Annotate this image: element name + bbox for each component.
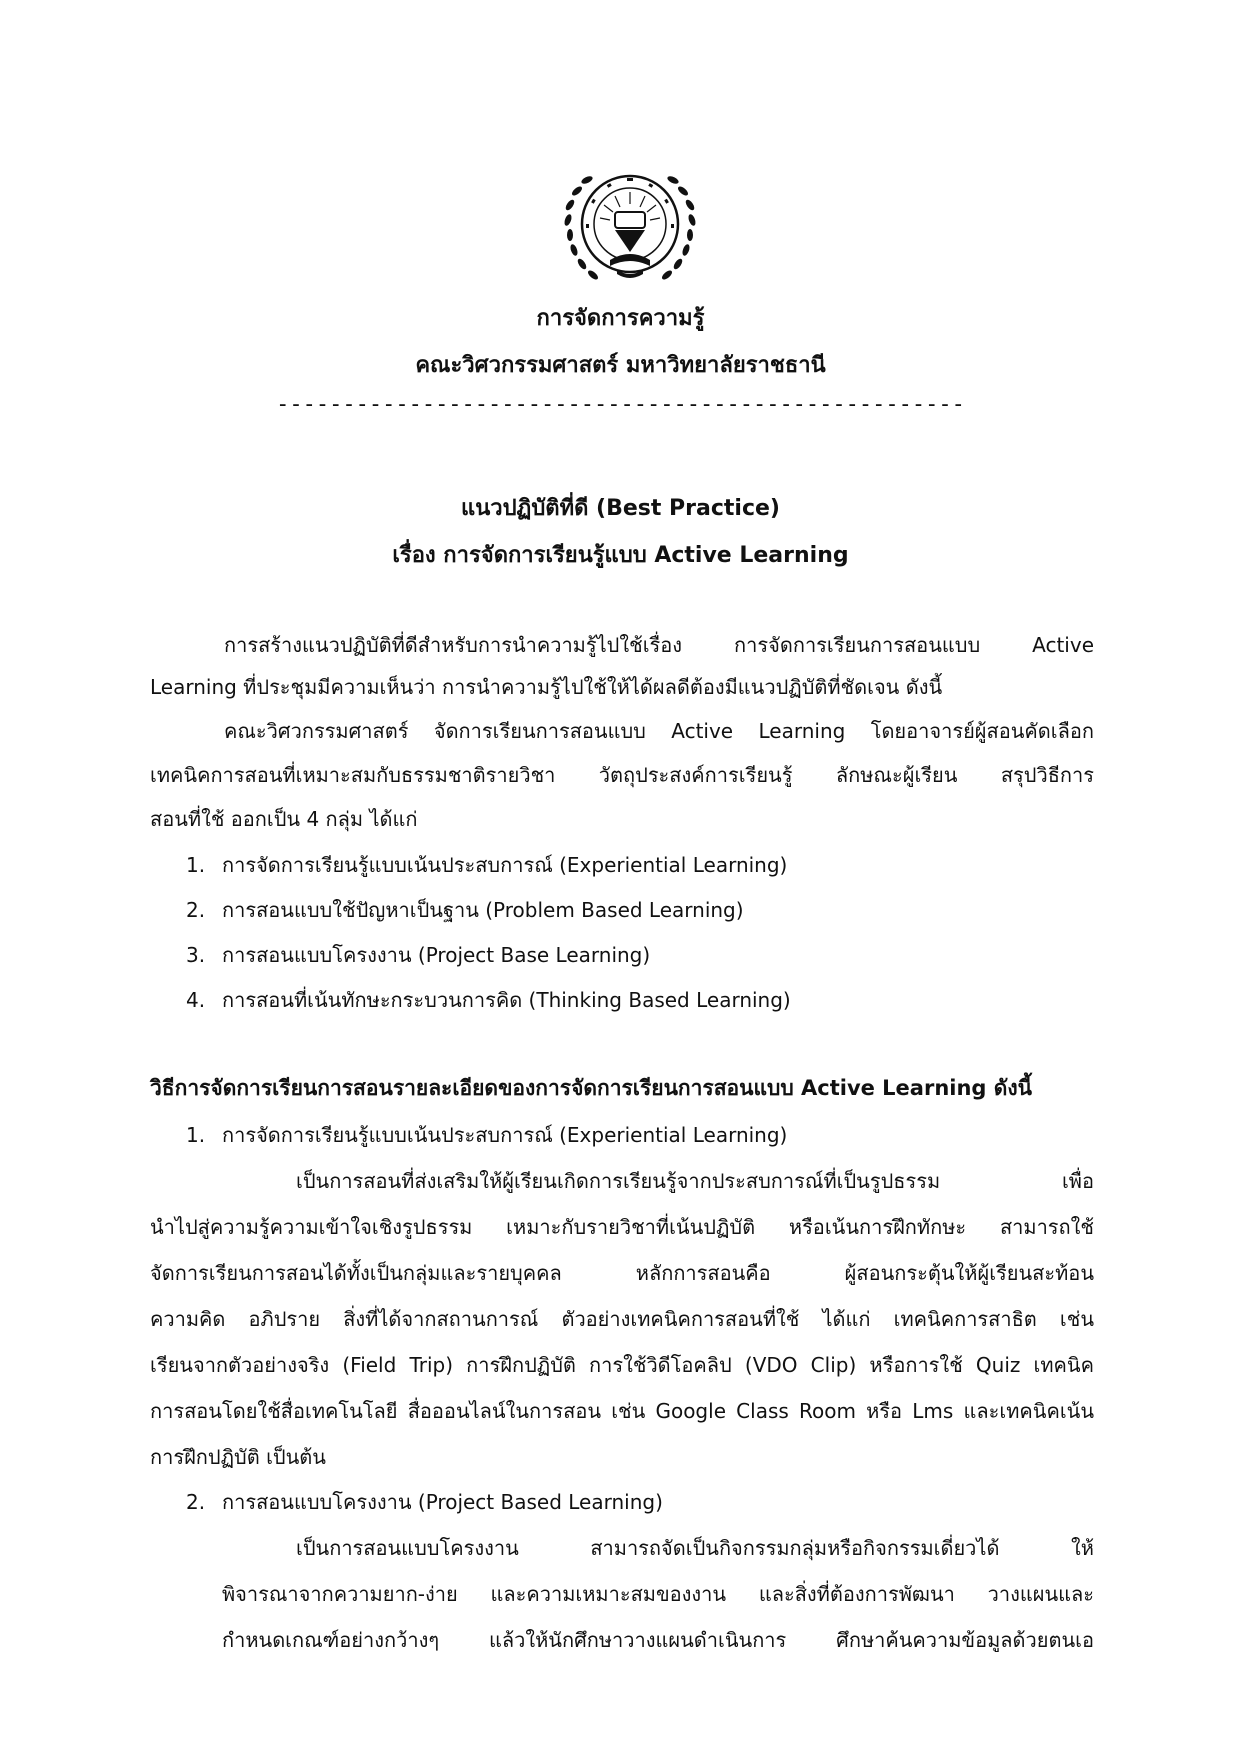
list-item <box>186 850 787 880</box>
intro-p2-line1: คณะวิศวกรรมศาสตร์ จัดการเรียนการสอนแบบ Active Learning โดยอาจารย์ผู้สอนคัดเลือก <box>224 719 1094 743</box>
intro-p2-line3: สอนที่ใช้ ออกเป็น 4 กลุ่ม ได้แก่ <box>150 807 418 831</box>
list-item-text: การสอนแบบโครงงาน (Project Based Learning) <box>222 1490 663 1514</box>
university-seal-icon <box>555 152 705 302</box>
list-item <box>186 985 791 1015</box>
topic-heading: เรื่อง การจัดการเรียนรู้แบบ Active Learning <box>392 543 849 568</box>
detail-item-1-line: จัดการเรียนการสอนได้ทั้งเป็นกลุ่มและรายบุคคล หลักการสอนคือ ผู้สอนกระตุ้นให้ผู้เรียนสะท้อน <box>150 1261 1094 1285</box>
intro-p1-line1: การสร้างแนวปฏิบัติที่ดีสำหรับการนำความรู้ไปใช้เรื่อง การจัดการเรียนการสอนแบบ Active <box>224 633 1094 657</box>
detail-item-1-line: ความคิด อภิปราย สิ่งที่ได้จากสถานการณ์ ตัวอย่างเทคนิคการสอนที่ใช้ ได้แก่ เทคนิคการสาธิต เช่น <box>150 1307 1094 1331</box>
list-item-text: การสอนแบบโครงงาน (Project Base Learning) <box>222 943 651 967</box>
intro-p1-line2: Learning ที่ประชุมมีความเห็นว่า การนำความรู้ไปใช้ให้ได้ผลดีต้องมีแนวปฏิบัติที่ชัดเจน ดังนี้ <box>150 675 943 699</box>
document-title: การจัดการความรู้ <box>536 306 705 331</box>
list-item-number: 3. <box>186 943 206 967</box>
detail-item-2-line: กำหนดเกณฑ์อย่างกว้างๆ แล้วให้นักศึกษาวางแผนดำเนินการ ศึกษาค้นความข้อมูลด้วยตนเอ <box>222 1628 1094 1652</box>
list-item-number: 1. <box>186 1123 206 1147</box>
list-item-text: การจัดการเรียนรู้แบบเน้นประสบการณ์ (Experiential Learning) <box>222 853 788 877</box>
best-practice-heading: แนวปฏิบัติที่ดี (Best Practice) <box>461 496 780 521</box>
detail-item-2-title <box>186 1487 663 1517</box>
list-item <box>186 895 744 925</box>
detail-item-1-line: การฝึกปฏิบัติ เป็นต้น <box>150 1445 326 1469</box>
dashed-divider: ---------------------------------------------------- <box>276 392 965 417</box>
intro-p2-line2: เทคนิคการสอนที่เหมาะสมกับธรรมชาติรายวิชา วัตถุประสงค์การเรียนรู้ ลักษณะผู้เรียน สรุปวิธีการ <box>150 763 1094 787</box>
list-item-text: การสอนที่เน้นทักษะกระบวนการคิด (Thinking Based Learning) <box>222 988 791 1012</box>
detail-item-1-line: เป็นการสอนที่ส่งเสริมให้ผู้เรียนเกิดการเรียนรู้จากประสบการณ์ที่เป็นรูปธรรม เพื่อ <box>296 1169 1094 1193</box>
list-item <box>186 940 650 970</box>
list-item-text: การสอนแบบใช้ปัญหาเป็นฐาน (Problem Based Learning) <box>222 898 744 922</box>
list-item-number: 2. <box>186 898 206 922</box>
list-item-number: 4. <box>186 988 206 1012</box>
faculty-name: คณะวิศวกรรมศาสตร์ มหาวิทยาลัยราชธานี <box>415 353 826 378</box>
list-item-text: การจัดการเรียนรู้แบบเน้นประสบการณ์ (Experiential Learning) <box>222 1123 788 1147</box>
detail-item-1-line: การสอนโดยใช้สื่อเทคโนโลยี สื่อออนไลน์ในการสอน เช่น Google Class Room หรือ Lms และเทคนิคเน้น <box>150 1399 1094 1423</box>
details-heading: วิธีการจัดการเรียนการสอนรายละเอียดของการจัดการเรียนการสอนแบบ Active Learning ดังนี้ <box>150 1076 1033 1100</box>
detail-item-2-line: เป็นการสอนแบบโครงงาน สามารถจัดเป็นกิจกรรมกลุ่มหรือกิจกรรมเดี่ยวได้ ให้ <box>296 1536 1094 1560</box>
list-item-number: 1. <box>186 853 206 877</box>
detail-item-1-title <box>186 1120 787 1150</box>
detail-item-2-line: พิจารณาจากความยาก-ง่าย และความเหมาะสมของงาน และสิ่งที่ต้องการพัฒนา วางแผนและ <box>222 1582 1094 1606</box>
detail-item-1-line: นำไปสู่ความรู้ความเข้าใจเชิงรูปธรรม เหมาะกับรายวิชาที่เน้นปฏิบัติ หรือเน้นการฝึกทักษะ สามารถใช้ <box>150 1215 1094 1239</box>
list-item-number: 2. <box>186 1490 206 1514</box>
detail-item-1-line: เรียนจากตัวอย่างจริง (Field Trip) การฝึกปฏิบัติ การใช้วิดีโอคลิป (VDO Clip) หรือการใช้ Quiz เทคนิค <box>150 1353 1094 1377</box>
